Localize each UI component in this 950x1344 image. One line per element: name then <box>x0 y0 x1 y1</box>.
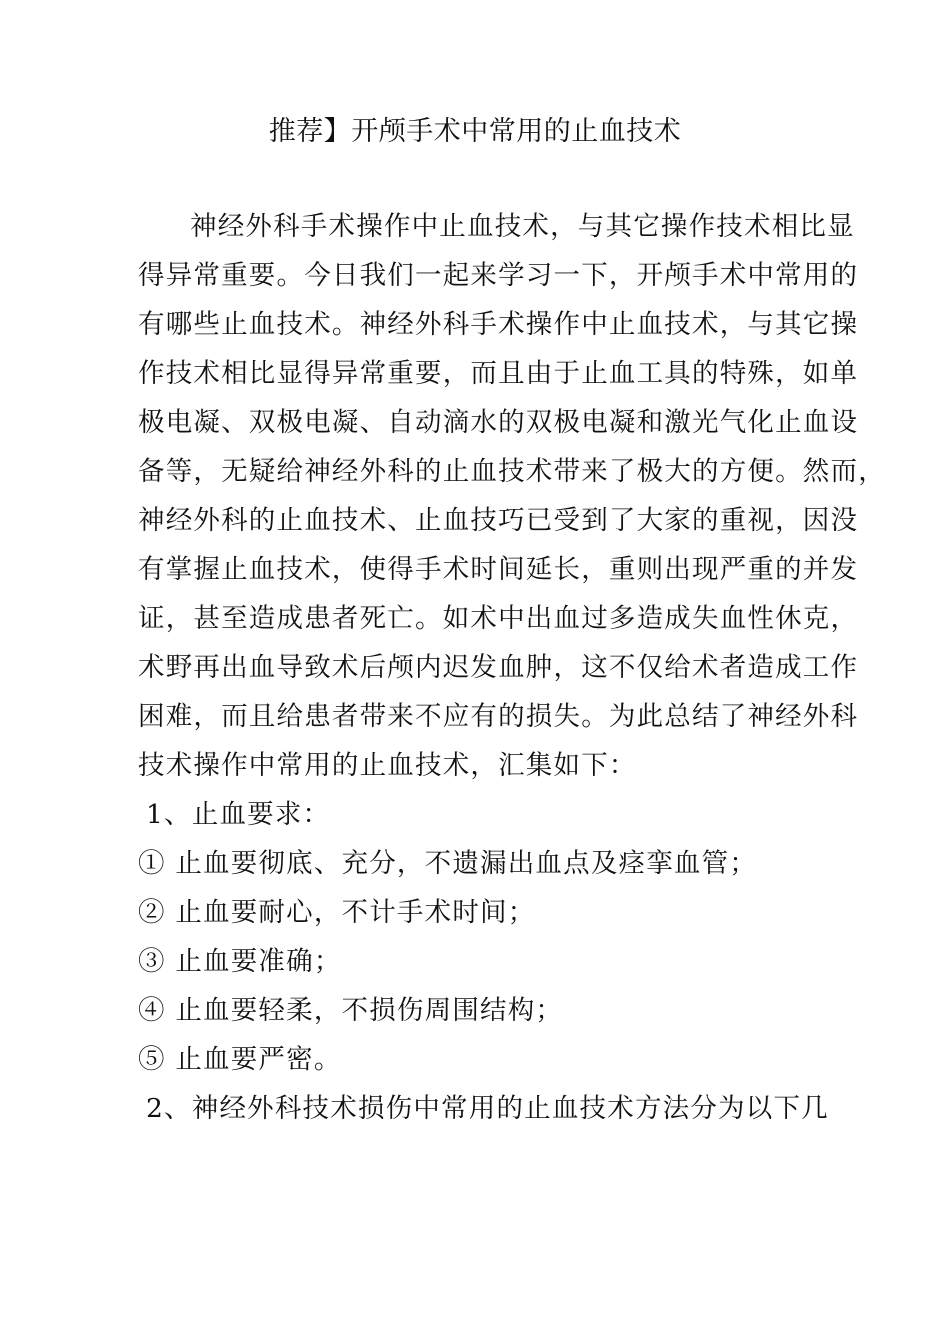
paragraph-line: 神经外科手术操作中止血技术，与其它操作技术相比显 <box>190 211 855 242</box>
section-heading: 1、止血要求： <box>146 799 331 830</box>
document-title: 推荐】开颅手术中常用的止血技术 <box>268 116 682 147</box>
paragraph-line: 有哪些止血技术。神经外科手术操作中止血技术，与其它操 <box>138 309 859 340</box>
paragraph-line: 极电凝、双极电凝、自动滴水的双极电凝和激光气化止血设 <box>138 407 859 438</box>
paragraph-line: 术野再出血导致术后颅内迟发血肿，这不仅给术者造成工作 <box>138 652 859 683</box>
paragraph-line: 神经外科的止血技术、止血技巧已受到了大家的重视，因没 <box>138 505 859 536</box>
list-item: ① 止血要彻底、充分，不遗漏出血点及痉挛血管； <box>138 848 758 879</box>
paragraph-line: 证，甚至造成患者死亡。如术中出血过多造成失血性休克， <box>138 603 859 634</box>
paragraph-line: 技术操作中常用的止血技术，汇集如下： <box>138 750 637 781</box>
paragraph-line: 困难，而且给患者带来不应有的损失。为此总结了神经外科 <box>138 701 859 732</box>
paragraph-line: 有掌握止血技术，使得手术时间延长，重则出现严重的并发 <box>138 554 859 585</box>
document-body <box>138 202 886 1133</box>
list-item: ③ 止血要准确； <box>138 946 342 977</box>
list-item: ⑤ 止血要严密。 <box>138 1044 342 1075</box>
paragraph-line: 得异常重要。今日我们一起来学习一下，开颅手术中常用的 <box>138 260 859 291</box>
list-item: ④ 止血要轻柔，不损伤周围结构； <box>138 995 564 1026</box>
section-heading: 2、神经外科技术损伤中常用的止血技术方法分为以下几 <box>146 1093 829 1124</box>
paragraph-line: 备等，无疑给神经外科的止血技术带来了极大的方便。然而， <box>138 456 886 487</box>
list-item: ② 止血要耐心，不计手术时间； <box>138 897 536 928</box>
paragraph-line: 作技术相比显得异常重要，而且由于止血工具的特殊，如单 <box>138 358 859 389</box>
